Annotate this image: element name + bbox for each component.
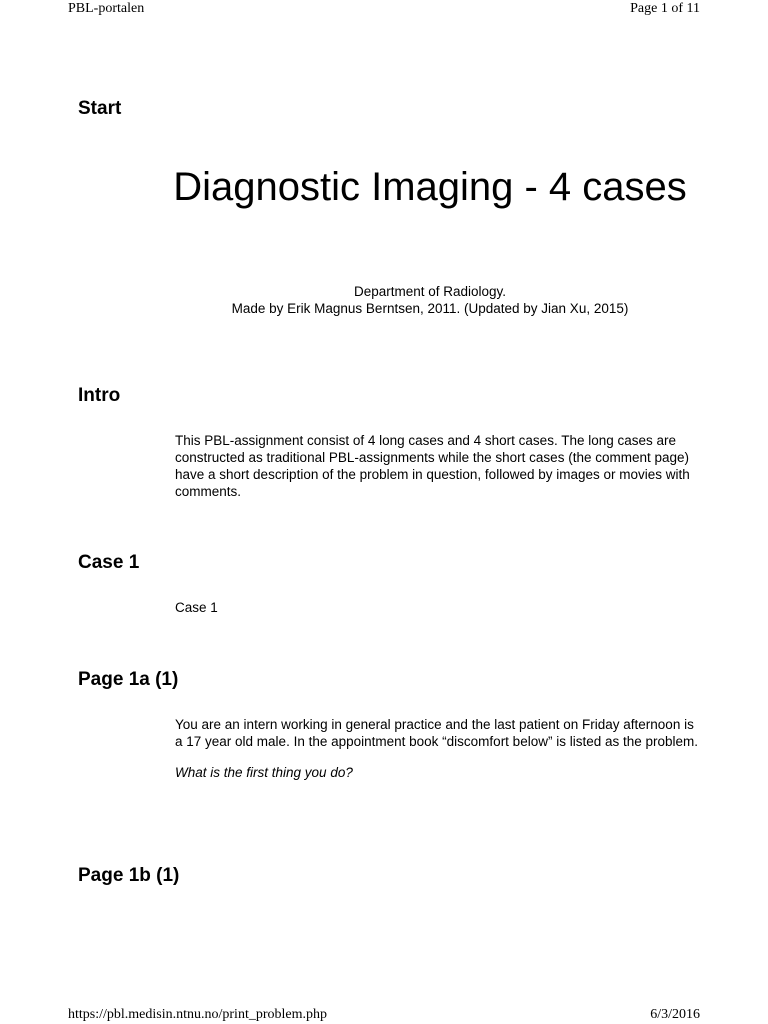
print-header-page-number: Page 1 of 11 <box>630 1 700 16</box>
print-footer-date: 6/3/2016 <box>650 1007 700 1022</box>
case-1-paragraph: Case 1 <box>175 600 218 615</box>
intro-paragraph: This PBL-assignment consist of 4 long cases and 4 short cases. The long cases are constructed as traditional PBL-assignments while the short cases (the comment page) have a short description of the problem in question, followed by images or movies with comments. <box>175 433 690 499</box>
heading-case-1: Case 1 <box>78 552 140 573</box>
intro-text <box>175 432 705 500</box>
print-footer-url: https://pbl.medisin.ntnu.no/print_problem.php <box>68 1007 327 1022</box>
document-title: Diagnostic Imaging - 4 cases <box>173 165 687 209</box>
heading-intro: Intro <box>78 385 121 406</box>
subtitle-department: Department of Radiology. <box>353 284 507 299</box>
page-1a-text <box>175 716 705 781</box>
document-subtitle <box>160 283 700 317</box>
heading-page-1a: Page 1a (1) <box>78 669 179 690</box>
subtitle-authors: Made by Erik Magnus Berntsen, 2011. (Updated by Jian Xu, 2015) <box>231 301 629 316</box>
print-header-site: PBL-portalen <box>68 1 145 16</box>
case-1-text <box>175 599 705 616</box>
heading-start: Start <box>78 98 122 119</box>
page-1a-paragraph: You are an intern working in general practice and the last patient on Friday afternoon is a 17 year old male. In the appointment book “discomfort below” is listed as the problem. <box>175 717 699 749</box>
page-1a-question: What is the first thing you do? <box>175 765 353 780</box>
heading-page-1b: Page 1b (1) <box>78 865 180 886</box>
